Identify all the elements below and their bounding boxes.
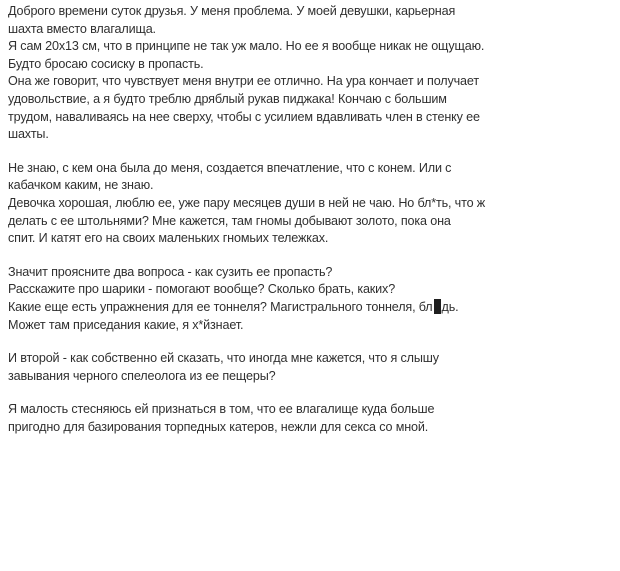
text-line: кабачком каким, не знаю. (8, 178, 154, 193)
text-line: Значит проясните два вопроса - как сузить ее пропасть? (8, 264, 333, 279)
text-line: Я малость стесняюсь ей признаться в том, что ее влагалище куда больше (8, 402, 435, 417)
post-text (8, 3, 616, 436)
text-line: Девочка хорошая, люблю ее, уже пару месяцев души в ней не чаю. Но бл*ть, что ж (8, 195, 486, 210)
paragraph-3 (8, 264, 616, 334)
text-line: Не знаю, с кем она была до меня, создается впечатление, что с конем. Или с (8, 160, 452, 175)
text-fragment: Какие еще есть упражнения для ее тоннеля? Магистрального тоннеля, бл (8, 299, 433, 314)
text-line: завывания черного спелеолога из ее пещеры? (8, 368, 276, 383)
text-line: спит. И катят его на своих маленьких гномьих тележках. (8, 231, 329, 246)
text-line: Она же говорит, что чувствует меня внутри ее отлично. На ура кончает и получает (8, 74, 479, 89)
text-line: Может там приседания какие, я х*йзнает. (8, 317, 244, 332)
paragraph-5 (8, 401, 616, 436)
text-line: трудом, наваливаясь на нее сверху, чтобы с усилием вдавливать член в стенку ее (8, 109, 480, 124)
paragraph-1 (8, 3, 616, 144)
text-line: делать с ее штольнями? Мне кажется, там гномы добывают золото, пока она (8, 213, 451, 228)
text-line: удовольствие, а я будто треблю дряблый рукав пиджака! Кончаю с большим (8, 91, 447, 106)
paragraph-2 (8, 160, 616, 248)
paragraph-4 (8, 350, 616, 385)
text-line: Доброго времени суток друзья. У меня проблема. У моей девушки, карьерная (8, 4, 456, 18)
text-line: И второй - как собственно ей сказать, что иногда мне кажется, что я слышу (8, 351, 439, 366)
text-line: Я сам 20х13 см, что в принципе не так уж мало. Но ее я вообще никак не ощущаю. (8, 39, 485, 54)
censor-bar (434, 299, 441, 314)
text-line: Расскажите про шарики - помогают вообще? Сколько брать, каких? (8, 282, 396, 297)
text-fragment: дь. (441, 299, 459, 314)
text-line: пригодно для базирования торпедных катеров, нежли для секса со мной. (8, 419, 429, 434)
text-line: шахта вместо влагалища. (8, 21, 156, 36)
text-line: шахты. (8, 127, 49, 142)
text-line: Будто бросаю сосиску в пропасть. (8, 56, 204, 71)
text-line-redacted (8, 299, 616, 317)
